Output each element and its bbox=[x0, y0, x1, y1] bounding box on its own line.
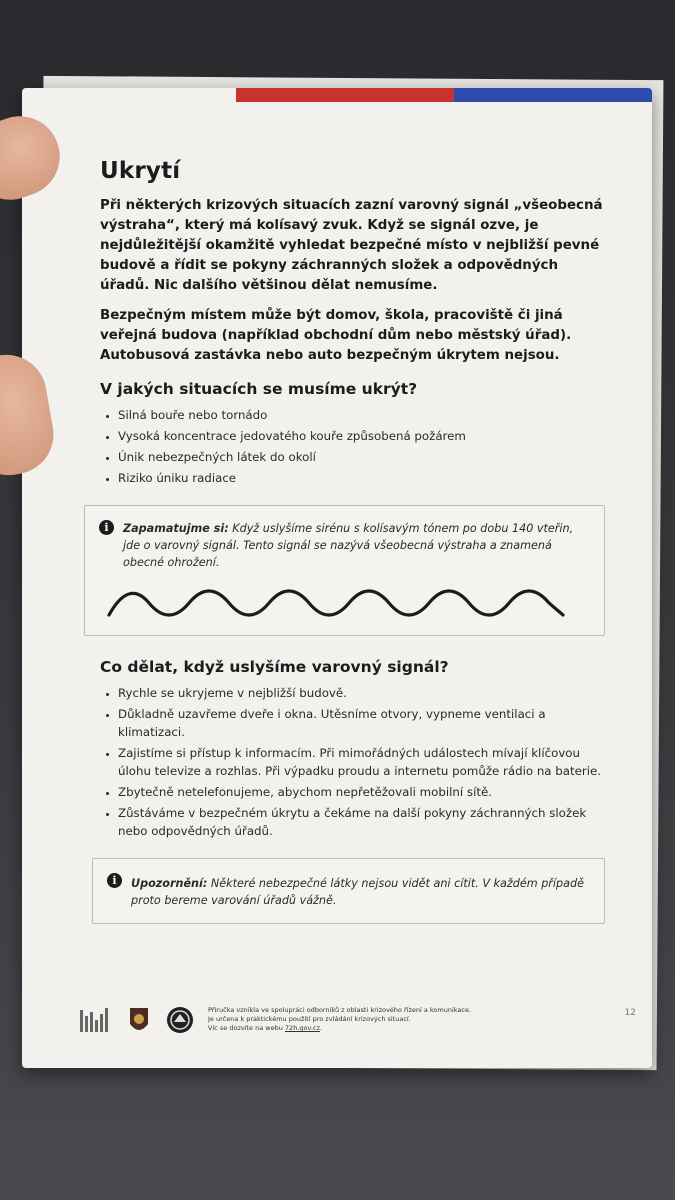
footer-line bbox=[208, 1024, 528, 1033]
warning-note-box bbox=[92, 858, 605, 924]
list-item: • Zbytečně netelefonujeme, abychom nepřetěžovali mobilní sítě. bbox=[118, 783, 605, 801]
ministry-seal-icon bbox=[166, 1006, 194, 1034]
page-title: Ukrytí bbox=[100, 158, 181, 184]
remember-note-box bbox=[84, 505, 605, 636]
list-item: • Rychle se ukryjeme v nejbližší budově. bbox=[118, 684, 605, 702]
list-item: • Vysoká koncentrace jedovatého kouře způsobená požárem bbox=[118, 427, 605, 445]
booklet-page bbox=[22, 88, 652, 1068]
list-item: • Únik nebezpečných látek do okolí bbox=[118, 448, 605, 466]
siren-wave-illustration bbox=[101, 581, 571, 623]
fire-rescue-emblem-icon bbox=[128, 1006, 150, 1036]
note-label: Upozornění: bbox=[131, 877, 208, 890]
lead-paragraph-2: Bezpečným místem může být domov, škola, pracoviště či jiná veřejná budova (například obchodní dům nebo městský úřad). Autobusová zastávka nebo auto bezpečným úkrytem nejsou. bbox=[100, 308, 572, 363]
red-stripe bbox=[236, 88, 454, 102]
info-icon: i bbox=[107, 873, 122, 888]
actions-list bbox=[100, 684, 605, 840]
list-item: • Riziko úniku radiace bbox=[118, 469, 605, 487]
list-item: • Silná bouře nebo tornádo bbox=[118, 406, 605, 424]
lead-paragraph-1: Při některých krizových situacích zazní varovný signál „všeobecná výstraha“, který má kolísavý zvuk. Když se signál ozve, je nejdůležitější okamžitě vyhledat bezpečné místo v nejbližší pevné budově a řídit se pokyny záchranných složek a odpovědných úřadů. Nic dalšího většinou dělat nemusíme. bbox=[100, 198, 603, 293]
footer-credits bbox=[208, 1006, 528, 1033]
page-content bbox=[100, 158, 605, 924]
list-item: • Zajistíme si přístup k informacím. Při mimořádných událostech mívají klíčovou úlohu televize a rozhlas. Při výpadku proudu a internetu pomůže rádio na baterie. bbox=[118, 744, 605, 780]
page-footer bbox=[80, 1006, 640, 1046]
page-number: 12 bbox=[624, 1008, 636, 1018]
list-item: • Důkladně uzavřeme dveře i okna. Utěsníme otvory, vypneme ventilaci a klimatizaci. bbox=[118, 705, 605, 741]
website-link[interactable]: 72h.gov.cz bbox=[284, 1024, 320, 1032]
footer-line: Je určena k praktickému použití pro zvládání krizových situací. bbox=[208, 1015, 411, 1023]
info-icon: i bbox=[99, 520, 114, 535]
situations-list bbox=[100, 406, 605, 487]
section-heading-situations: V jakých situacích se musíme ukrýt? bbox=[100, 380, 418, 398]
footer-line: Příručka vznikla ve spolupráci odborníků z oblasti krizového řízení a komunikace. bbox=[208, 1006, 472, 1014]
footer-line-end: . bbox=[319, 1024, 322, 1032]
list-item: • Zůstáváme v bezpečném úkrytu a čekáme na další pokyny záchranných složek nebo odpovědných úřadů. bbox=[118, 804, 605, 840]
partner-logo-bars-icon bbox=[80, 1006, 112, 1032]
note-label: Zapamatujme si: bbox=[123, 522, 229, 535]
footer-line-text: Víc se dozvíte na webu bbox=[208, 1024, 285, 1032]
blue-stripe bbox=[454, 88, 652, 102]
note-text: Některé nebezpečné látky nejsou vidět ani cítit. V každém případě proto bereme varování úřadů vážně. bbox=[131, 877, 584, 907]
note-text: Když uslyšíme sirénu s kolísavým tónem po dobu 140 vteřin, jde o varovný signál. Tento signál se nazývá všeobecná výstraha a znamená obecné ohrožení. bbox=[123, 522, 574, 569]
section-heading-actions: Co dělat, když uslyšíme varovný signál? bbox=[100, 658, 449, 676]
